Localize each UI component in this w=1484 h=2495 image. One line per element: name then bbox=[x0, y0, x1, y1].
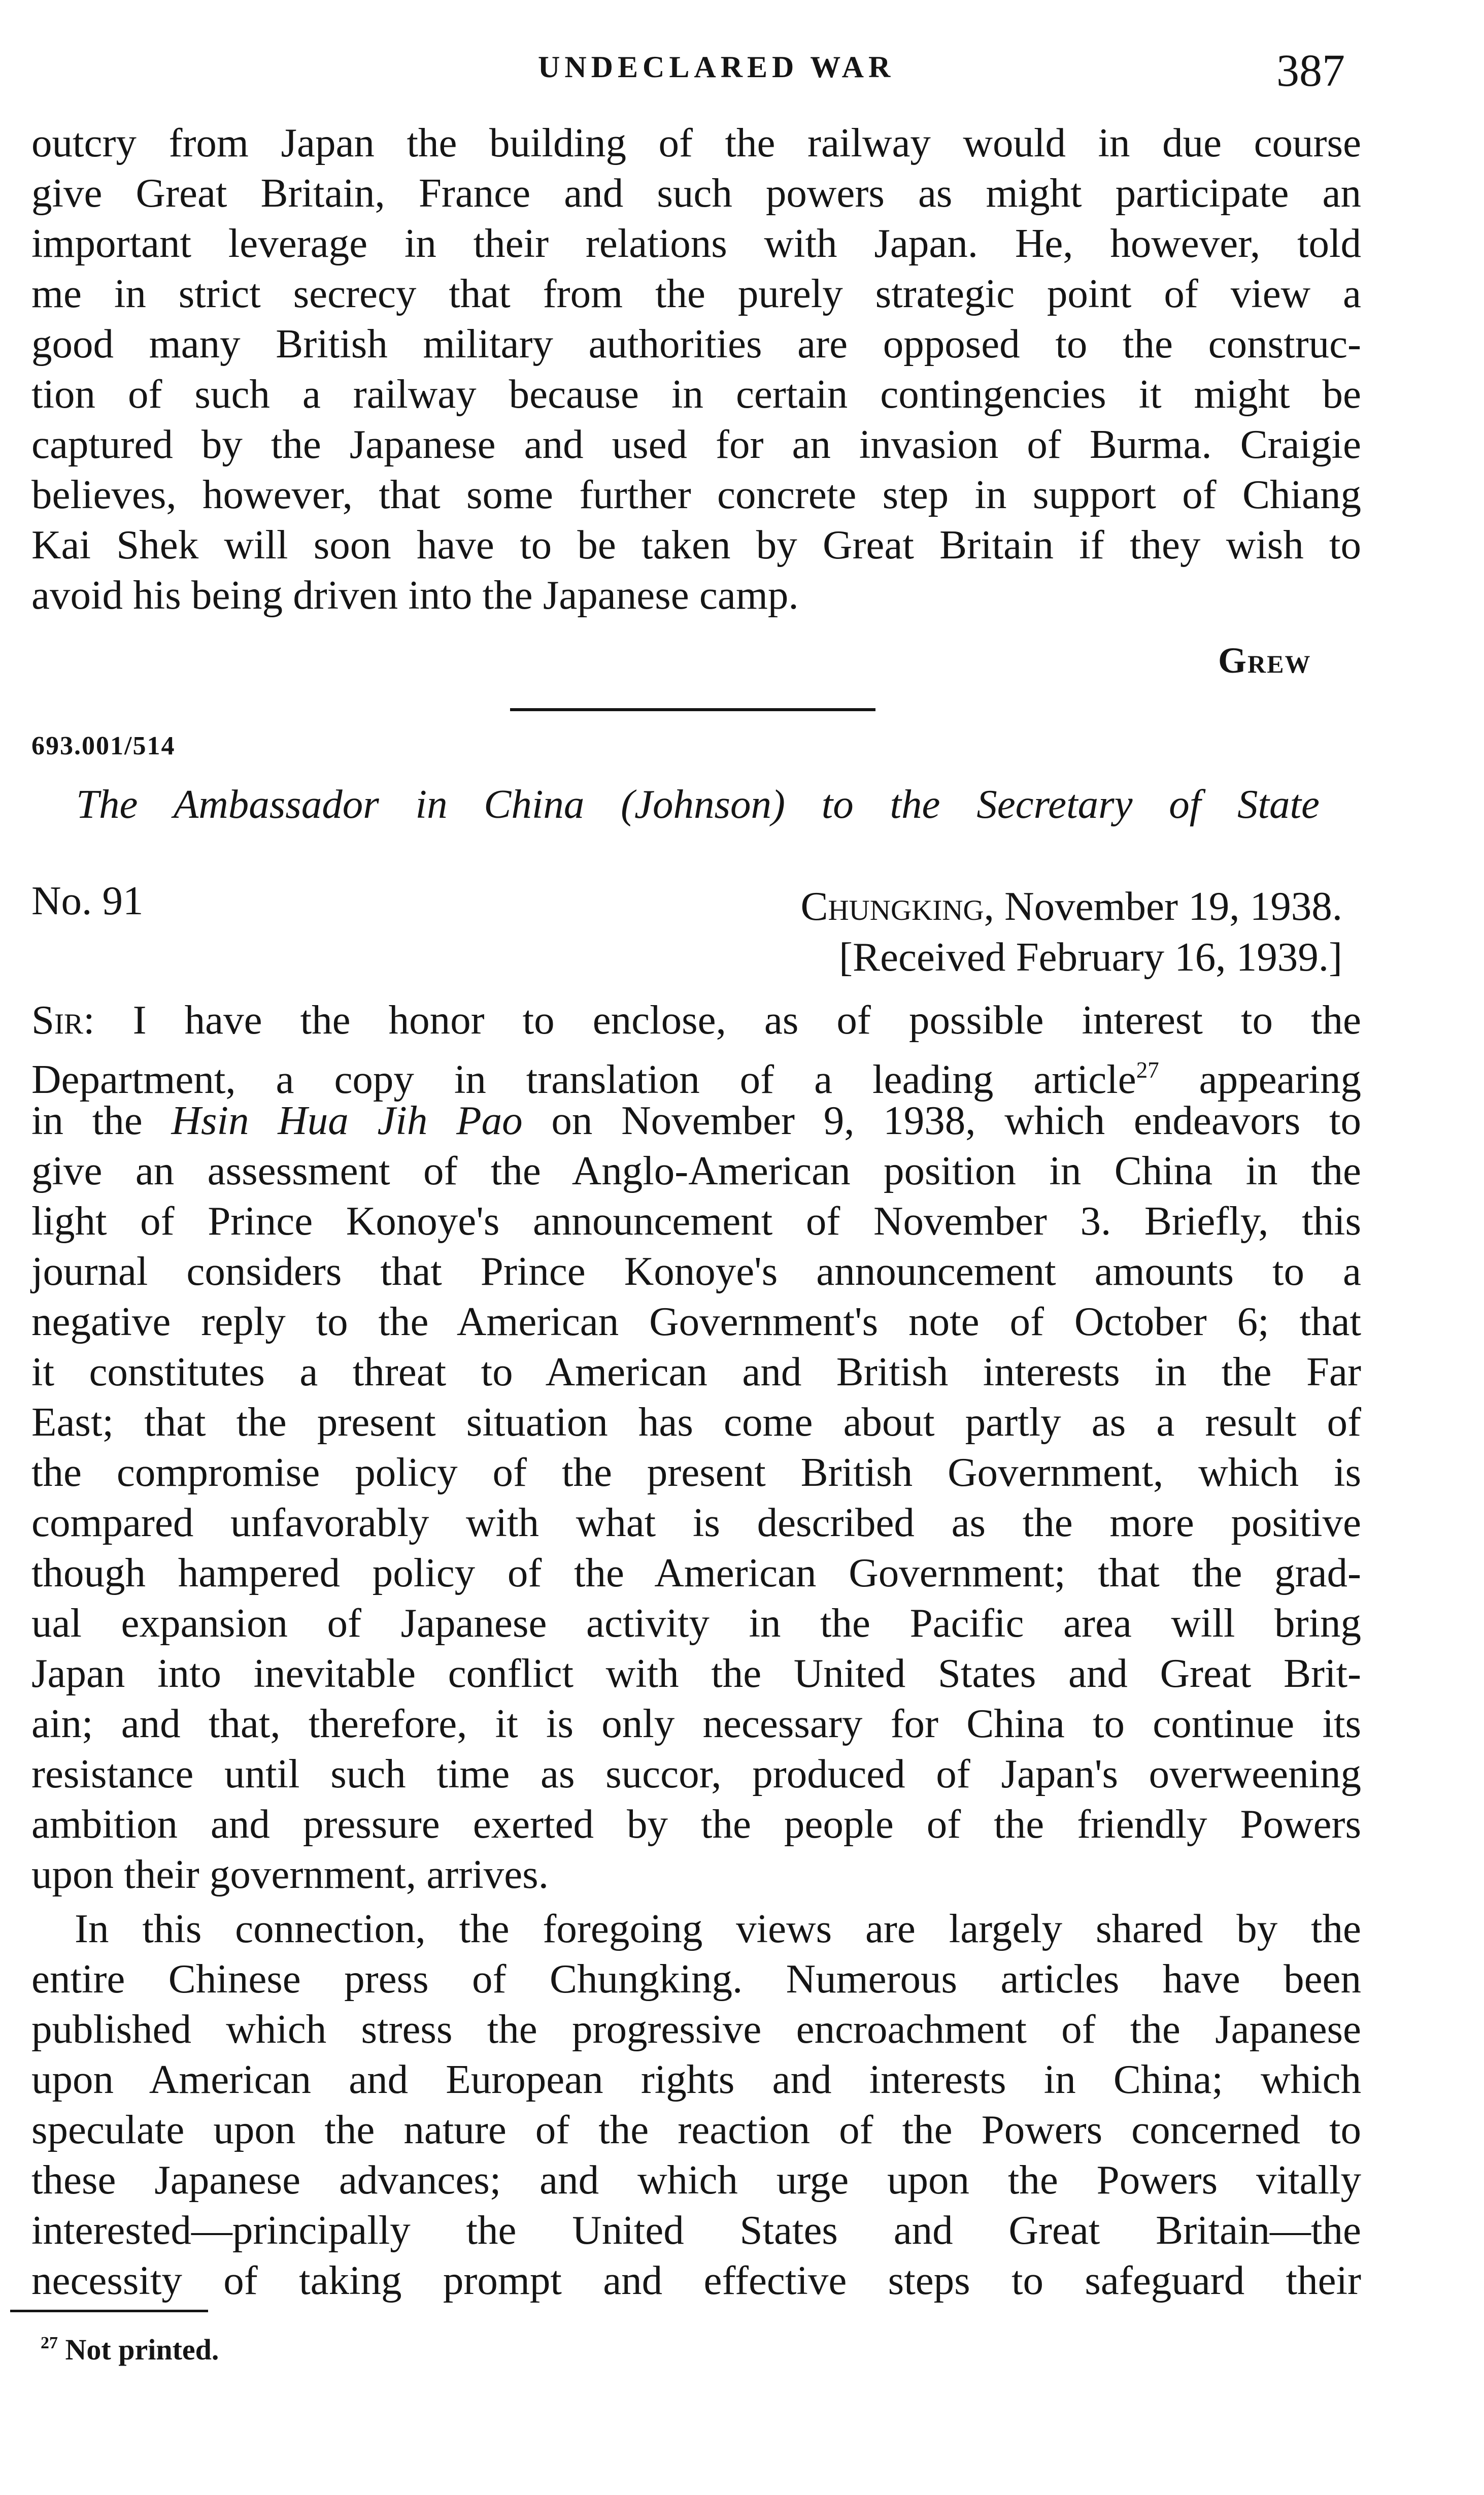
letter-paragraph-2 bbox=[31, 1904, 1361, 2306]
text-line: important leverage in their relations with Japan. He, however, told bbox=[31, 220, 1361, 266]
signature: Grew bbox=[1218, 640, 1311, 681]
text-line bbox=[31, 1045, 1361, 1102]
text-line: the compromise policy of the present British Government, which is bbox=[31, 1449, 1361, 1495]
text-fragment: : I have the honor to enclose, as of possible interest to the bbox=[83, 997, 1361, 1043]
text-line: resistance until such time as succor, produced of Japan's overweening bbox=[31, 1751, 1361, 1797]
footnote-reference: 27 bbox=[1136, 1057, 1159, 1083]
dateline bbox=[711, 881, 1342, 982]
dateline-place: Chungking bbox=[800, 883, 984, 929]
text-fragment: in the bbox=[31, 1097, 172, 1143]
text-line: published which stress the progressive encroachment of the Japanese bbox=[31, 2006, 1361, 2052]
text-line: upon American and European rights and interests in China; which bbox=[31, 2056, 1361, 2102]
text-line: captured by the Japanese and used for an invasion of Burma. Craigie bbox=[31, 421, 1361, 467]
letter-paragraph-1 bbox=[31, 995, 1361, 1900]
footnote-text: Not printed. bbox=[58, 2333, 219, 2366]
text-line: negative reply to the American Government's note of October 6; that bbox=[31, 1299, 1361, 1344]
text-line: compared unfavorably with what is described as the more positive bbox=[31, 1500, 1361, 1545]
text-line: East; that the present situation has come about partly as a result of bbox=[31, 1399, 1361, 1445]
newspaper-title: Hsin Hua Jih Pao bbox=[171, 1097, 523, 1143]
text-line: Japan into inevitable conflict with the United States and Great Brit- bbox=[31, 1650, 1361, 1696]
text-line: upon their government, arrives. bbox=[31, 1851, 549, 1897]
text-fragment: on November 9, 1938, which endeavors to bbox=[522, 1097, 1362, 1143]
text-line: tion of such a railway because in certain contingencies it might be bbox=[31, 371, 1361, 417]
dateline-date-text: , November 19, 1938. bbox=[984, 883, 1342, 929]
text-fragment: appearing bbox=[1159, 1056, 1361, 1102]
footnote bbox=[41, 2333, 219, 2367]
received-date: [Received February 16, 1939.] bbox=[839, 934, 1342, 980]
footnote-divider bbox=[10, 2310, 208, 2312]
text-line: me in strict secrecy that from the purely strategic point of view a bbox=[31, 271, 1361, 316]
text-fragment: Department, a copy in translation of a leading article bbox=[31, 1056, 1136, 1102]
document-title: The Ambassador in China (Johnson) to the Secretary of State bbox=[76, 781, 1320, 827]
text-line: ual expansion of Japanese activity in the Pacific area will bring bbox=[31, 1600, 1361, 1646]
text-line: Kai Shek will soon have to be taken by Great Britain if they wish to bbox=[31, 522, 1361, 568]
page-number: 387 bbox=[1276, 46, 1345, 96]
text-line: give Great Britain, France and such powers as might participate an bbox=[31, 170, 1361, 216]
running-head bbox=[0, 45, 1484, 101]
text-line: entire Chinese press of Chungking. Numerous articles have been bbox=[31, 1956, 1361, 2002]
dateline-date bbox=[711, 881, 1342, 932]
running-head-title: UNDECLARED WAR bbox=[538, 50, 895, 84]
text-line: these Japanese advances; and which urge upon the Powers vitally bbox=[31, 2157, 1361, 2203]
text-line: give an assessment of the Anglo-American position in China in the bbox=[31, 1148, 1361, 1193]
salutation: Sir bbox=[31, 997, 84, 1043]
text-line: good many British military authorities are opposed to the construc- bbox=[31, 321, 1361, 367]
text-line: interested—principally the United States and Great Britain—the bbox=[31, 2207, 1361, 2253]
text-line: In this connection, the foregoing views are largely shared by the bbox=[75, 1906, 1361, 1951]
text-line: light of Prince Konoye's announcement of November 3. Briefly, this bbox=[31, 1198, 1361, 1244]
text-line bbox=[31, 995, 1361, 1045]
text-line: ain; and that, therefore, it is only necessary for China to continue its bbox=[31, 1701, 1361, 1746]
text-line: it constitutes a threat to American and British interests in the Far bbox=[31, 1349, 1361, 1394]
text-line: believes, however, that some further concrete step in support of Chiang bbox=[31, 472, 1361, 517]
text-line: ambition and pressure exerted by the people of the friendly Powers bbox=[31, 1801, 1361, 1847]
footnote-mark: 27 bbox=[41, 2334, 58, 2352]
text-line bbox=[31, 1095, 1361, 1146]
document-number: No. 91 bbox=[31, 878, 144, 923]
text-line: journal considers that Prince Konoye's announcement amounts to a bbox=[31, 1248, 1361, 1294]
text-line: avoid his being driven into the Japanese camp. bbox=[31, 572, 799, 618]
section-divider bbox=[510, 708, 875, 711]
text-line: outcry from Japan the building of the railway would in due course bbox=[31, 120, 1361, 165]
text-line: necessity of taking prompt and effective steps to safeguard their bbox=[31, 2257, 1361, 2303]
file-number: 693.001/514 bbox=[31, 731, 176, 760]
text-line: though hampered policy of the American Government; that the grad- bbox=[31, 1550, 1361, 1595]
text-line: speculate upon the nature of the reaction of the Powers concerned to bbox=[31, 2107, 1361, 2152]
opening-paragraph bbox=[31, 118, 1361, 620]
